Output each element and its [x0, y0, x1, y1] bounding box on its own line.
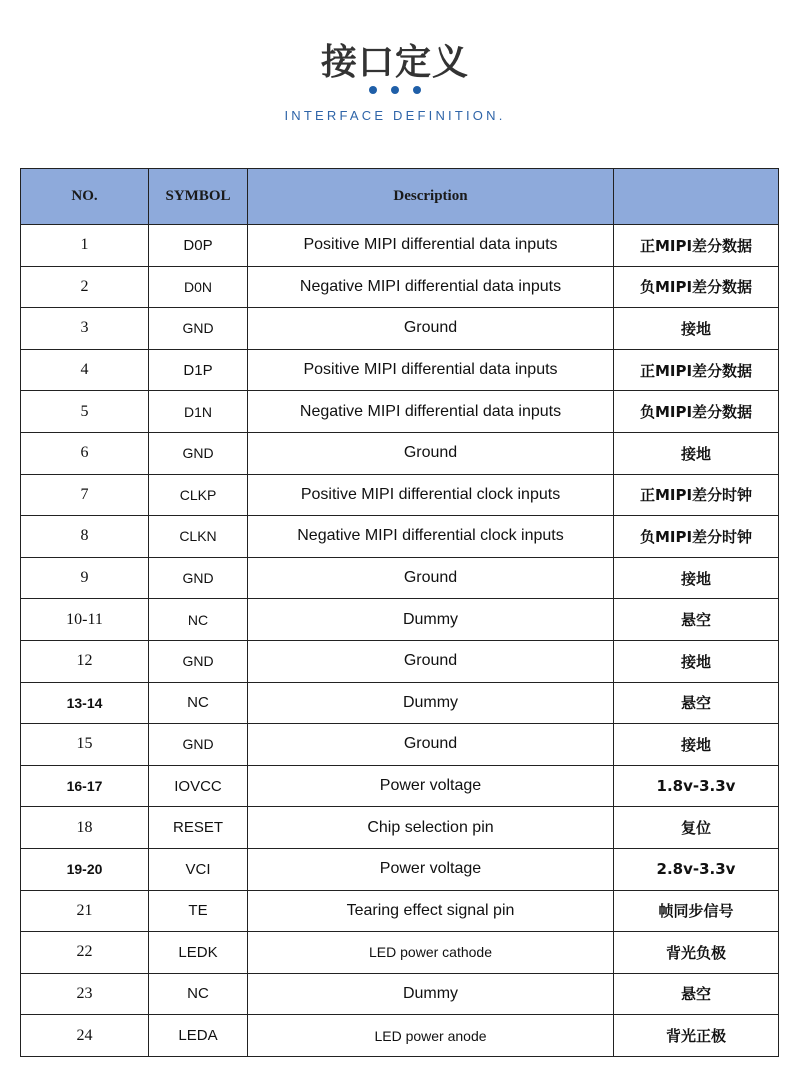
pin-chinese-description-cell: 悬空 — [614, 973, 779, 1015]
pin-description-cell: LED power cathode — [248, 932, 614, 974]
pin-symbol-cell: NC — [149, 682, 248, 724]
pin-number-cell: 18 — [21, 807, 149, 849]
table-row — [21, 724, 779, 766]
pin-symbol-cell: IOVCC — [149, 765, 248, 807]
page-title: 接口定义 — [320, 42, 469, 83]
decorative-dot — [391, 86, 399, 94]
table-row — [21, 765, 779, 807]
pin-number-cell: 16-17 — [21, 765, 149, 807]
table-row — [21, 349, 779, 391]
pin-description-cell: Tearing effect signal pin — [248, 890, 614, 932]
pin-description-cell: Negative MIPI differential clock inputs — [248, 516, 614, 558]
table-row — [21, 932, 779, 974]
pin-description-cell: Ground — [248, 308, 614, 350]
column-header-chinese — [614, 169, 779, 225]
pin-chinese-description-cell: 负MIPI差分时钟 — [614, 516, 779, 558]
decorative-dot — [413, 86, 421, 94]
table-body — [21, 225, 779, 1057]
pin-symbol-cell: TE — [149, 890, 248, 932]
pin-number-cell: 13-14 — [21, 682, 149, 724]
pin-description-cell: Power voltage — [248, 848, 614, 890]
table-row — [21, 682, 779, 724]
table-row — [21, 516, 779, 558]
interface-definition-table — [20, 168, 779, 1057]
table-row — [21, 557, 779, 599]
table-row — [21, 391, 779, 433]
pin-chinese-description-cell: 接地 — [614, 432, 779, 474]
pin-description-cell: Positive MIPI differential data inputs — [248, 225, 614, 267]
pin-symbol-cell: GND — [149, 557, 248, 599]
pin-symbol-cell: GND — [149, 724, 248, 766]
pin-number-cell: 3 — [21, 308, 149, 350]
pin-number-cell: 10-11 — [21, 599, 149, 641]
pin-number-cell: 9 — [21, 557, 149, 599]
pin-number-cell: 5 — [21, 391, 149, 433]
pin-symbol-cell: NC — [149, 973, 248, 1015]
pin-symbol-cell: CLKP — [149, 474, 248, 516]
decorative-dot — [369, 86, 377, 94]
pin-description-cell: Dummy — [248, 973, 614, 1015]
title-dots — [0, 86, 790, 94]
table-row — [21, 225, 779, 267]
pin-chinese-description-cell: 接地 — [614, 557, 779, 599]
pin-number-cell: 21 — [21, 890, 149, 932]
pin-description-cell: Negative MIPI differential data inputs — [248, 391, 614, 433]
pin-number-cell: 6 — [21, 432, 149, 474]
pin-number-cell: 1 — [21, 225, 149, 267]
pin-symbol-cell: D1P — [149, 349, 248, 391]
pin-chinese-description-cell: 悬空 — [614, 599, 779, 641]
page-subtitle: INTERFACE DEFINITION. — [284, 108, 506, 123]
table-row — [21, 807, 779, 849]
pin-number-cell: 7 — [21, 474, 149, 516]
table-row — [21, 640, 779, 682]
pin-description-cell: Dummy — [248, 599, 614, 641]
pin-symbol-cell: RESET — [149, 807, 248, 849]
pin-symbol-cell: LEDA — [149, 1015, 248, 1057]
table-row — [21, 973, 779, 1015]
table-header-row — [21, 169, 779, 225]
pin-description-cell: Negative MIPI differential data inputs — [248, 266, 614, 308]
pin-number-cell: 4 — [21, 349, 149, 391]
pin-chinese-description-cell: 背光正极 — [614, 1015, 779, 1057]
pin-symbol-cell: D0N — [149, 266, 248, 308]
table-row — [21, 848, 779, 890]
table-row — [21, 890, 779, 932]
pin-chinese-description-cell: 复位 — [614, 807, 779, 849]
pin-symbol-cell: NC — [149, 599, 248, 641]
table-row — [21, 1015, 779, 1057]
table-row — [21, 308, 779, 350]
pin-number-cell: 8 — [21, 516, 149, 558]
pin-chinese-description-cell: 接地 — [614, 724, 779, 766]
pin-chinese-description-cell: 负MIPI差分数据 — [614, 391, 779, 433]
pin-symbol-cell: GND — [149, 640, 248, 682]
pin-description-cell: Ground — [248, 724, 614, 766]
pin-chinese-description-cell: 接地 — [614, 308, 779, 350]
pin-description-cell: Power voltage — [248, 765, 614, 807]
pin-chinese-description-cell: 帧同步信号 — [614, 890, 779, 932]
pin-chinese-description-cell: 正MIPI差分数据 — [614, 225, 779, 267]
pin-symbol-cell: LEDK — [149, 932, 248, 974]
pin-description-cell: Chip selection pin — [248, 807, 614, 849]
pin-description-cell: Positive MIPI differential data inputs — [248, 349, 614, 391]
column-header-description: Description — [248, 169, 614, 225]
pin-symbol-cell: VCI — [149, 848, 248, 890]
table-row — [21, 599, 779, 641]
pin-symbol-cell: CLKN — [149, 516, 248, 558]
table-row — [21, 266, 779, 308]
pin-description-cell: Ground — [248, 432, 614, 474]
table-row — [21, 474, 779, 516]
column-header-no: NO. — [21, 169, 149, 225]
pin-chinese-description-cell: 背光负极 — [614, 932, 779, 974]
pin-symbol-cell: GND — [149, 432, 248, 474]
pin-number-cell: 15 — [21, 724, 149, 766]
pin-number-cell: 12 — [21, 640, 149, 682]
pin-number-cell: 2 — [21, 266, 149, 308]
pin-chinese-description-cell: 2.8v-3.3v — [614, 848, 779, 890]
pin-number-cell: 19-20 — [21, 848, 149, 890]
pin-chinese-description-cell: 正MIPI差分时钟 — [614, 474, 779, 516]
pin-symbol-cell: GND — [149, 308, 248, 350]
pin-description-cell: Dummy — [248, 682, 614, 724]
pin-description-cell: Positive MIPI differential clock inputs — [248, 474, 614, 516]
pin-chinese-description-cell: 接地 — [614, 640, 779, 682]
pin-number-cell: 22 — [21, 932, 149, 974]
pin-chinese-description-cell: 负MIPI差分数据 — [614, 266, 779, 308]
pin-chinese-description-cell: 正MIPI差分数据 — [614, 349, 779, 391]
pin-chinese-description-cell: 悬空 — [614, 682, 779, 724]
pin-description-cell: Ground — [248, 640, 614, 682]
pin-description-cell: LED power anode — [248, 1015, 614, 1057]
pin-symbol-cell: D1N — [149, 391, 248, 433]
column-header-symbol: SYMBOL — [149, 169, 248, 225]
pin-description-cell: Ground — [248, 557, 614, 599]
pin-symbol-cell: D0P — [149, 225, 248, 267]
pin-chinese-description-cell: 1.8v-3.3v — [614, 765, 779, 807]
pin-number-cell: 24 — [21, 1015, 149, 1057]
pin-number-cell: 23 — [21, 973, 149, 1015]
table-row — [21, 432, 779, 474]
